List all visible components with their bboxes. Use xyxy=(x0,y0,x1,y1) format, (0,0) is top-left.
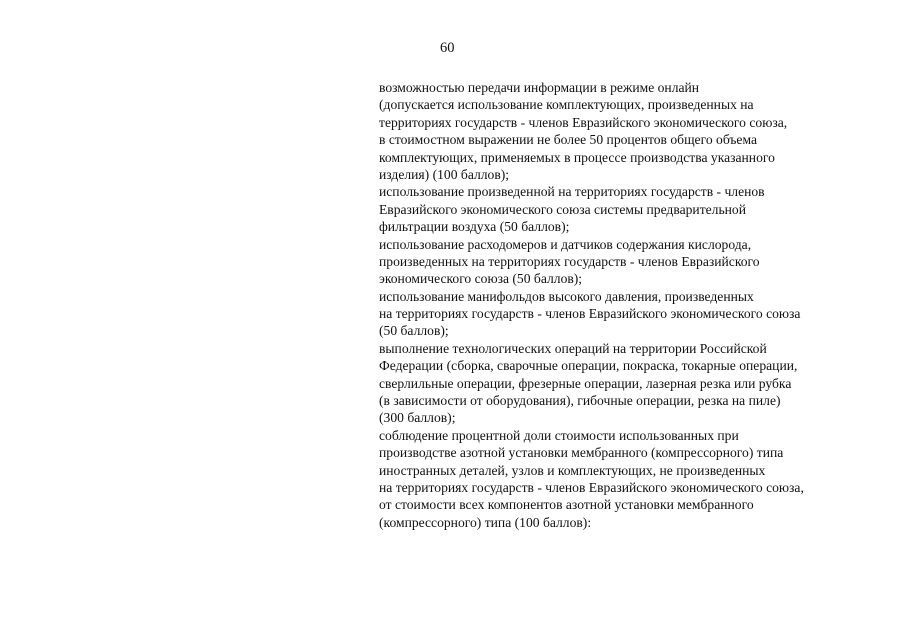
text-line: Федерации (сборка, сварочные операции, покраска, токарные операции, xyxy=(379,358,798,374)
text-line: выполнение технологических операций на территории Российской xyxy=(379,340,767,356)
text-line: Евразийского экономического союза системы предварительной xyxy=(379,201,746,217)
text-line: (50 баллов); xyxy=(379,323,449,339)
text-line: произведенных на территориях государств - членов Евразийского xyxy=(379,253,760,269)
text-line: использование произведенной на территориях государств - членов xyxy=(379,184,765,200)
page-number: 60 xyxy=(440,40,455,56)
text-line: изделия) (100 баллов); xyxy=(379,166,510,182)
text-line: (в зависимости от оборудования), гибочные операции, резка на пиле) xyxy=(379,393,781,409)
text-line: производстве азотной установки мембранного (компрессорного) типа xyxy=(379,445,784,461)
text-line: фильтрации воздуха (50 баллов); xyxy=(379,219,570,235)
text-line: соблюдение процентной доли стоимости использованных при xyxy=(379,427,739,443)
text-line: на территориях государств - членов Евразийского экономического союза xyxy=(379,306,801,322)
text-line: использование расходомеров и датчиков содержания кислорода, xyxy=(379,236,752,252)
text-line: (300 баллов); xyxy=(379,410,456,426)
text-line: возможностью передачи информации в режиме онлайн xyxy=(379,80,700,95)
document-body-text xyxy=(379,79,879,531)
text-line: комплектующих, применяемых в процессе производства указанного xyxy=(379,149,775,165)
text-line: территориях государств - членов Евразийского экономического союза, xyxy=(379,114,788,130)
text-line: от стоимости всех компонентов азотной установки мембранного xyxy=(379,497,754,513)
text-line: использование манифольдов высокого давления, произведенных xyxy=(379,288,754,304)
text-line: (компрессорного) типа (100 баллов): xyxy=(379,514,592,530)
text-line: иностранных деталей, узлов и комплектующих, не произведенных xyxy=(379,462,766,478)
text-line: на территориях государств - членов Евразийского экономического союза, xyxy=(379,479,804,495)
text-line: экономического союза (50 баллов); xyxy=(379,271,583,287)
text-line: в стоимостном выражении не более 50 процентов общего объема xyxy=(379,132,757,148)
text-line: сверлильные операции, фрезерные операции, лазерная резка или рубка xyxy=(379,375,792,391)
text-line: (допускается использование комплектующих, произведенных на xyxy=(379,97,754,113)
